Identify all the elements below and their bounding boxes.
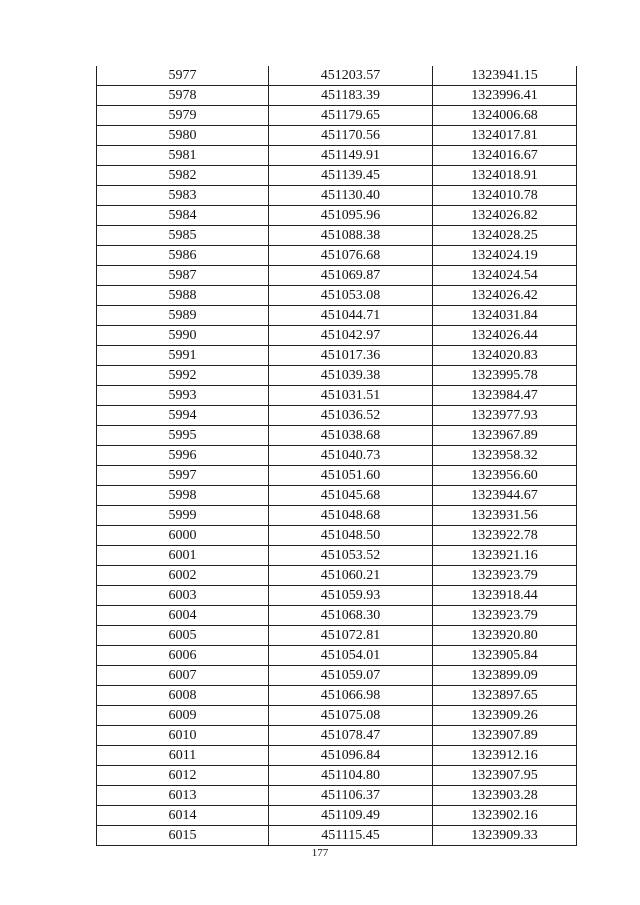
- point-number-cell: 5997: [97, 466, 269, 486]
- x-coordinate-cell: 451106.37: [269, 786, 433, 806]
- table-row: [97, 126, 577, 146]
- y-coordinate-cell: 1323977.93: [433, 406, 577, 426]
- point-number-cell: 5977: [97, 66, 269, 86]
- x-coordinate-cell: 451048.68: [269, 506, 433, 526]
- table-row: [97, 346, 577, 366]
- point-number-cell: 5986: [97, 246, 269, 266]
- x-coordinate-cell: 451115.45: [269, 826, 433, 846]
- table-row: [97, 606, 577, 626]
- point-number-cell: 5994: [97, 406, 269, 426]
- table-row: [97, 386, 577, 406]
- point-number-cell: 5993: [97, 386, 269, 406]
- x-coordinate-cell: 451039.38: [269, 366, 433, 386]
- x-coordinate-cell: 451038.68: [269, 426, 433, 446]
- y-coordinate-cell: 1323920.80: [433, 626, 577, 646]
- y-coordinate-cell: 1323923.79: [433, 606, 577, 626]
- point-number-cell: 6015: [97, 826, 269, 846]
- table-row: [97, 406, 577, 426]
- x-coordinate-cell: 451078.47: [269, 726, 433, 746]
- x-coordinate-cell: 451066.98: [269, 686, 433, 706]
- table-row: [97, 506, 577, 526]
- table-row: [97, 226, 577, 246]
- x-coordinate-cell: 451170.56: [269, 126, 433, 146]
- y-coordinate-cell: 1323918.44: [433, 586, 577, 606]
- table-row: [97, 786, 577, 806]
- y-coordinate-cell: 1323923.79: [433, 566, 577, 586]
- table-row: [97, 326, 577, 346]
- y-coordinate-cell: 1324028.25: [433, 226, 577, 246]
- table-row: [97, 466, 577, 486]
- y-coordinate-cell: 1323912.16: [433, 746, 577, 766]
- coordinate-table-body: [97, 66, 577, 846]
- x-coordinate-cell: 451048.50: [269, 526, 433, 546]
- point-number-cell: 5996: [97, 446, 269, 466]
- point-number-cell: 5995: [97, 426, 269, 446]
- x-coordinate-cell: 451053.08: [269, 286, 433, 306]
- y-coordinate-cell: 1324026.82: [433, 206, 577, 226]
- point-number-cell: 5984: [97, 206, 269, 226]
- x-coordinate-cell: 451051.60: [269, 466, 433, 486]
- y-coordinate-cell: 1323996.41: [433, 86, 577, 106]
- x-coordinate-cell: 451076.68: [269, 246, 433, 266]
- point-number-cell: 5983: [97, 186, 269, 206]
- point-number-cell: 6001: [97, 546, 269, 566]
- x-coordinate-cell: 451096.84: [269, 746, 433, 766]
- y-coordinate-cell: 1323941.15: [433, 66, 577, 86]
- table-row: [97, 186, 577, 206]
- y-coordinate-cell: 1323902.16: [433, 806, 577, 826]
- y-coordinate-cell: 1323931.56: [433, 506, 577, 526]
- y-coordinate-cell: 1324026.42: [433, 286, 577, 306]
- table-row: [97, 206, 577, 226]
- y-coordinate-cell: 1323956.60: [433, 466, 577, 486]
- point-number-cell: 5978: [97, 86, 269, 106]
- y-coordinate-cell: 1323984.47: [433, 386, 577, 406]
- y-coordinate-cell: 1323903.28: [433, 786, 577, 806]
- point-number-cell: 5980: [97, 126, 269, 146]
- point-number-cell: 5989: [97, 306, 269, 326]
- point-number-cell: 6002: [97, 566, 269, 586]
- x-coordinate-cell: 451017.36: [269, 346, 433, 366]
- coordinate-table: [96, 66, 577, 846]
- table-row: [97, 426, 577, 446]
- y-coordinate-cell: 1323995.78: [433, 366, 577, 386]
- table-row: [97, 646, 577, 666]
- table-row: [97, 766, 577, 786]
- point-number-cell: 5987: [97, 266, 269, 286]
- table-row: [97, 486, 577, 506]
- table-row: [97, 306, 577, 326]
- y-coordinate-cell: 1323907.95: [433, 766, 577, 786]
- x-coordinate-cell: 451130.40: [269, 186, 433, 206]
- x-coordinate-cell: 451053.52: [269, 546, 433, 566]
- x-coordinate-cell: 451054.01: [269, 646, 433, 666]
- y-coordinate-cell: 1324018.91: [433, 166, 577, 186]
- x-coordinate-cell: 451040.73: [269, 446, 433, 466]
- y-coordinate-cell: 1323907.89: [433, 726, 577, 746]
- x-coordinate-cell: 451179.65: [269, 106, 433, 126]
- table-row: [97, 626, 577, 646]
- y-coordinate-cell: 1323905.84: [433, 646, 577, 666]
- x-coordinate-cell: 451095.96: [269, 206, 433, 226]
- point-number-cell: 6011: [97, 746, 269, 766]
- y-coordinate-cell: 1323944.67: [433, 486, 577, 506]
- point-number-cell: 5999: [97, 506, 269, 526]
- table-row: [97, 826, 577, 846]
- x-coordinate-cell: 451059.07: [269, 666, 433, 686]
- x-coordinate-cell: 451045.68: [269, 486, 433, 506]
- point-number-cell: 5998: [97, 486, 269, 506]
- table-row: [97, 166, 577, 186]
- table-row: [97, 526, 577, 546]
- point-number-cell: 6003: [97, 586, 269, 606]
- y-coordinate-cell: 1323967.89: [433, 426, 577, 446]
- point-number-cell: 6006: [97, 646, 269, 666]
- point-number-cell: 5982: [97, 166, 269, 186]
- x-coordinate-cell: 451059.93: [269, 586, 433, 606]
- x-coordinate-cell: 451072.81: [269, 626, 433, 646]
- x-coordinate-cell: 451109.49: [269, 806, 433, 826]
- y-coordinate-cell: 1324026.44: [433, 326, 577, 346]
- point-number-cell: 6012: [97, 766, 269, 786]
- x-coordinate-cell: 451060.21: [269, 566, 433, 586]
- table-row: [97, 586, 577, 606]
- x-coordinate-cell: 451139.45: [269, 166, 433, 186]
- y-coordinate-cell: 1324010.78: [433, 186, 577, 206]
- table-row: [97, 106, 577, 126]
- y-coordinate-cell: 1323909.33: [433, 826, 577, 846]
- y-coordinate-cell: 1324017.81: [433, 126, 577, 146]
- y-coordinate-cell: 1324031.84: [433, 306, 577, 326]
- y-coordinate-cell: 1323958.32: [433, 446, 577, 466]
- x-coordinate-cell: 451036.52: [269, 406, 433, 426]
- x-coordinate-cell: 451042.97: [269, 326, 433, 346]
- point-number-cell: 6007: [97, 666, 269, 686]
- table-row: [97, 246, 577, 266]
- x-coordinate-cell: 451069.87: [269, 266, 433, 286]
- point-number-cell: 5988: [97, 286, 269, 306]
- table-row: [97, 726, 577, 746]
- table-row: [97, 86, 577, 106]
- x-coordinate-cell: 451031.51: [269, 386, 433, 406]
- y-coordinate-cell: 1324020.83: [433, 346, 577, 366]
- y-coordinate-cell: 1323897.65: [433, 686, 577, 706]
- table-row: [97, 666, 577, 686]
- table-row: [97, 706, 577, 726]
- x-coordinate-cell: 451068.30: [269, 606, 433, 626]
- x-coordinate-cell: 451088.38: [269, 226, 433, 246]
- table-row: [97, 546, 577, 566]
- x-coordinate-cell: 451075.08: [269, 706, 433, 726]
- y-coordinate-cell: 1323922.78: [433, 526, 577, 546]
- table-row: [97, 366, 577, 386]
- y-coordinate-cell: 1324016.67: [433, 146, 577, 166]
- y-coordinate-cell: 1323899.09: [433, 666, 577, 686]
- point-number-cell: 6004: [97, 606, 269, 626]
- point-number-cell: 6000: [97, 526, 269, 546]
- table-row: [97, 286, 577, 306]
- point-number-cell: 6013: [97, 786, 269, 806]
- point-number-cell: 5990: [97, 326, 269, 346]
- x-coordinate-cell: 451183.39: [269, 86, 433, 106]
- point-number-cell: 6014: [97, 806, 269, 826]
- table-row: [97, 146, 577, 166]
- table-row: [97, 806, 577, 826]
- y-coordinate-cell: 1324024.54: [433, 266, 577, 286]
- x-coordinate-cell: 451203.57: [269, 66, 433, 86]
- point-number-cell: 6005: [97, 626, 269, 646]
- y-coordinate-cell: 1324024.19: [433, 246, 577, 266]
- point-number-cell: 5991: [97, 346, 269, 366]
- y-coordinate-cell: 1323921.16: [433, 546, 577, 566]
- table-row: [97, 446, 577, 466]
- x-coordinate-cell: 451104.80: [269, 766, 433, 786]
- page-number: 177: [311, 847, 329, 859]
- point-number-cell: 6008: [97, 686, 269, 706]
- table-row: [97, 66, 577, 86]
- point-number-cell: 6009: [97, 706, 269, 726]
- point-number-cell: 5985: [97, 226, 269, 246]
- y-coordinate-cell: 1324006.68: [433, 106, 577, 126]
- point-number-cell: 5992: [97, 366, 269, 386]
- table-row: [97, 746, 577, 766]
- point-number-cell: 5981: [97, 146, 269, 166]
- table-row: [97, 686, 577, 706]
- point-number-cell: 5979: [97, 106, 269, 126]
- point-number-cell: 6010: [97, 726, 269, 746]
- y-coordinate-cell: 1323909.26: [433, 706, 577, 726]
- table-row: [97, 566, 577, 586]
- x-coordinate-cell: 451044.71: [269, 306, 433, 326]
- table-row: [97, 266, 577, 286]
- x-coordinate-cell: 451149.91: [269, 146, 433, 166]
